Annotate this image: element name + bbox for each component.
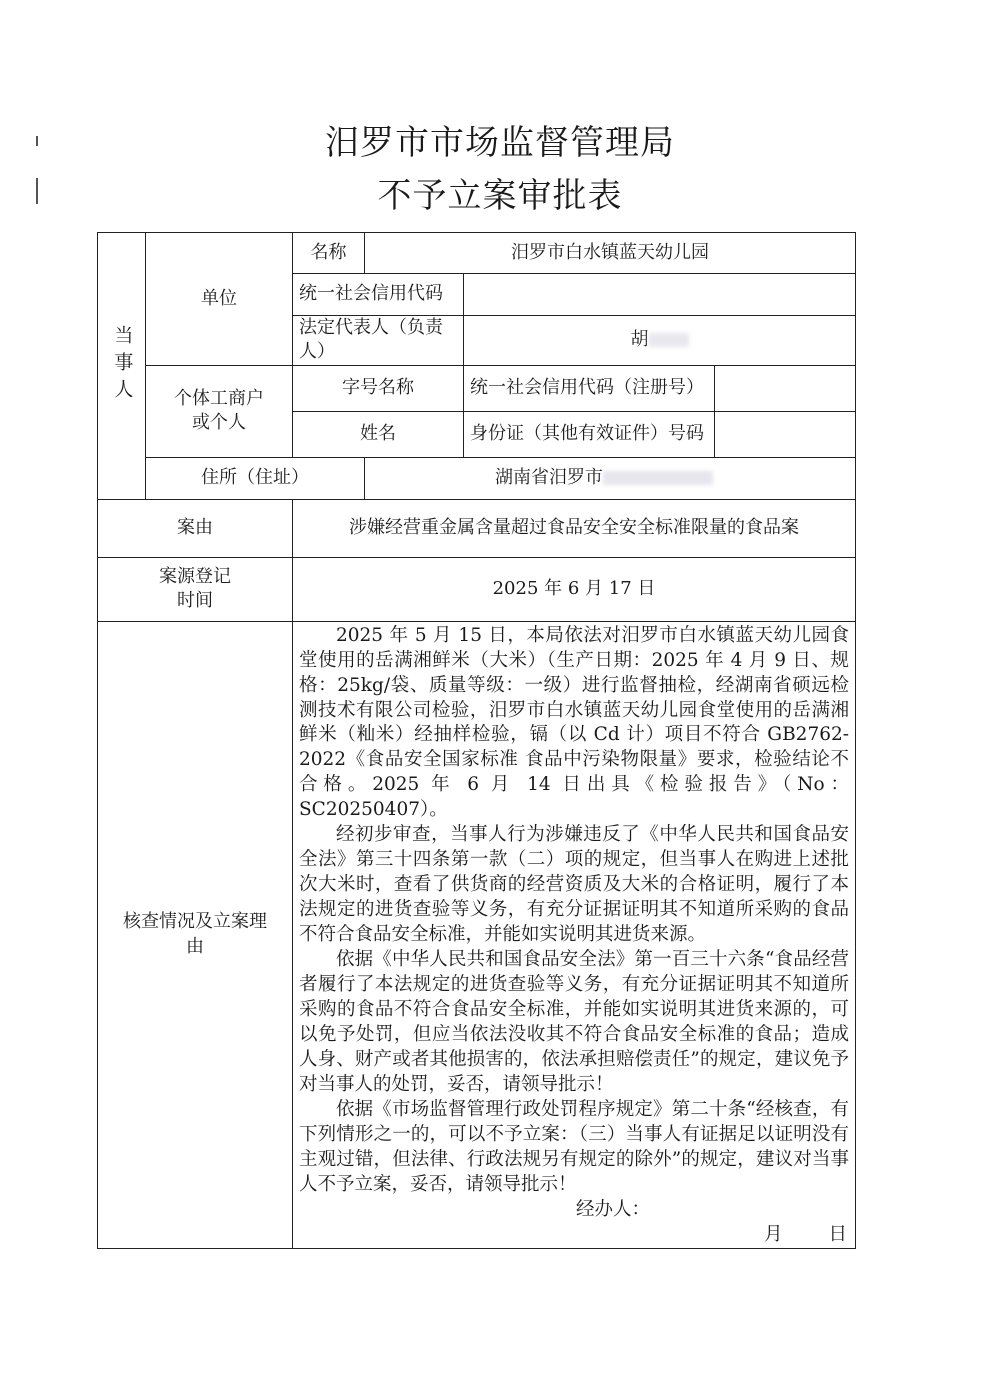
trade-name-label: 字号名称 [293, 365, 464, 411]
registration-time-value: 2025 年 6 月 17 日 [293, 557, 856, 621]
party-section-label: 当事人 [98, 233, 146, 500]
individual-label: 个体工商户或个人 [146, 365, 293, 457]
handler-signature-label: 经办人： [576, 1198, 651, 1220]
page-subtitle: 不予立案审批表 [377, 176, 623, 216]
address-value: 湖南省汨罗市 [365, 457, 856, 499]
person-name-label: 姓名 [293, 411, 464, 457]
case-reason-value: 涉嫌经营重金属含量超过食品安全安全标准限量的食品案 [293, 499, 856, 557]
legal-rep-label: 法定代表人（负责人） [293, 316, 464, 366]
verification-paragraph: 经初步审查，当事人行为涉嫌违反了《中华人民共和国食品安全法》第三十四条第一款（二）项的规定，但当事人在购进上述批次大米时，查看了供货商的经营资质及大米的合格证明，履行了本法规定的进货查验等义务，有充分证据证明其不知道所采购的食品不符合食品安全标准，并能如实说明其进货来源。 [299, 824, 850, 946]
address-label: 住所（住址） [146, 457, 365, 499]
reg-code-value [715, 365, 856, 411]
day-label: 日 [828, 1223, 848, 1245]
id-label: 身份证（其他有效证件）号码 [464, 411, 715, 457]
verification-label: 核查情况及立案理由 [98, 621, 293, 1248]
approval-form-table [97, 232, 856, 1249]
credit-code-label: 统一社会信用代码 [293, 274, 464, 316]
verification-paragraph: 2025 年 5 月 15 日，本局依法对汨罗市白水镇蓝天幼儿园食堂使用的岳满湘鲜米（大米）（生产日期：2025 年 4 月 9 日、规格：25kg/袋、质量等级：一级）进行监督抽检，经湖南省硕远检测技术有限公司检验，汨罗市白水镇蓝天幼儿园食堂使用的岳满湘鲜米（籼米）经抽样检验，镉（以 Cd 计）项目不符合 GB2762-2022《食品安全国家标准 食品中污染物限量》要求，检验结论不合格。2025 年 6 月 14 日出具《检验报告》（No：SC20250407）。 [299, 624, 850, 821]
reg-code-label: 统一社会信用代码（注册号） [464, 365, 715, 411]
verification-paragraph: 依据《中华人民共和国食品安全法》第一百三十六条“食品经营者履行了本法规定的进货查验等义务，有充分证据证明其不知道所采购的食品不符合食品安全标准，并能如实说明其进货来源的，可以免予处罚，但应当依法没收其不符合食品安全标准的食品；造成人身、财产或者其他损害的，依法承担赔偿责任”的规定，建议免予对当事人的处罚，妥否，请领导批示！ [299, 949, 850, 1096]
credit-code-value [464, 274, 856, 316]
legal-rep-value: 胡 [464, 316, 856, 366]
month-label: 月 [764, 1223, 783, 1245]
unit-name-value: 汨罗市白水镇蓝天幼儿园 [365, 233, 856, 274]
page-title: 汨罗市市场监督管理局 [325, 123, 675, 163]
registration-time-label: 案源登记 时间 [98, 557, 293, 621]
verification-text [293, 621, 856, 1248]
unit-name-label: 名称 [293, 233, 365, 274]
signature-date [299, 1223, 849, 1248]
unit-label: 单位 [146, 233, 293, 366]
case-reason-label: 案由 [98, 499, 293, 557]
verification-paragraph: 依据《市场监督管理行政处罚程序规定》第二十条“经核查，有下列情形之一的，可以不予立案：（三）当事人有证据足以证明没有主观过错，但法律、行政法规另有规定的除外”的规定，建议对当事人不予立案，妥否，请领导批示！ [299, 1099, 850, 1195]
id-value [715, 411, 856, 457]
